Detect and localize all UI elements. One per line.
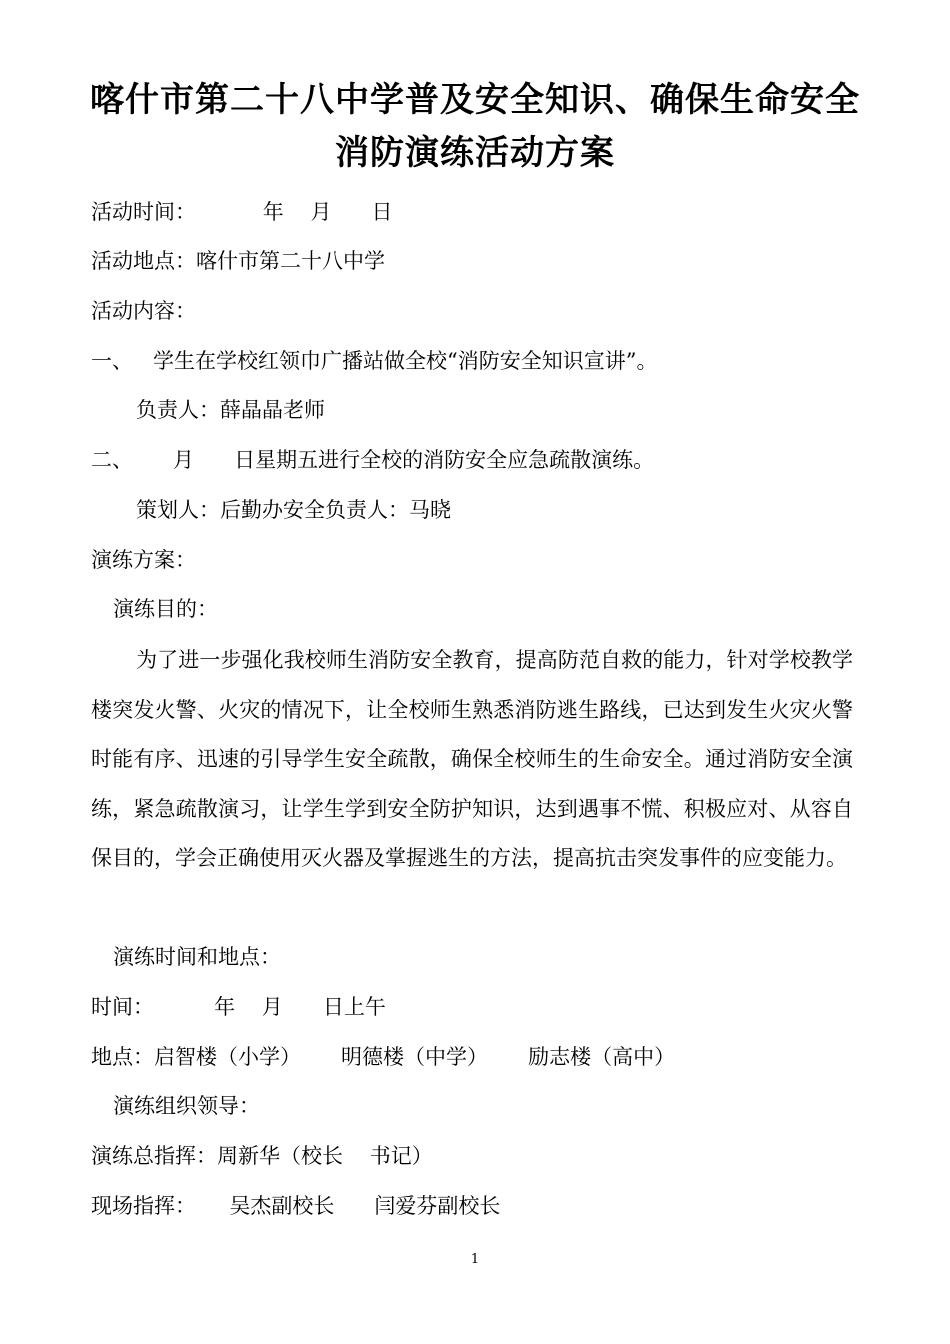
drill-plan-label: 演练方案： [91, 548, 196, 572]
page-number: 1 [470, 1252, 480, 1267]
item-2-planner: 策划人：后勤办安全负责人：马晓 [136, 498, 451, 522]
item-2: 二、 月 日星期五进行全校的消防安全应急疏散演练。 [91, 448, 655, 472]
drill-purpose-paragraph [91, 636, 853, 884]
item-1-responsible: 负责人：薛晶晶老师 [136, 398, 325, 422]
drill-purpose-text: 为了进一步强化我校师生消防安全教育，提高防范自救的能力，针对学校教学楼突发火警、火灾的情况下，让全校师生熟悉消防逃生路线，已达到发生火灾火警时能有序、迅速的引导学生安全疏散，确保全校师生的生命安全。通过消防安全演练，紧急疏散演习，让学生学到安全防护知识，达到遇事不慌、积极应对、从容自保目的，学会正确使用灭火器及掌握逃生的方法，提高抗击突发事件的应变能力。 [91, 648, 853, 871]
document-title-line-1: 喀什市第二十八中学普及安全知识、确保生命安全 [90, 80, 860, 120]
drill-place-line: 地点：启智楼（小学） 明德楼（中学） 励志楼（高中） [91, 1045, 676, 1069]
activity-content-label: 活动内容： [91, 299, 196, 323]
field-commander-line: 现场指挥： 吴杰副校长 闫爱芬副校长 [91, 1194, 501, 1218]
drill-time-line: 时间： 年 月 日上午 [91, 995, 386, 1019]
drill-time-place-label: 演练时间和地点： [113, 945, 281, 969]
drill-leaders-label: 演练组织领导： [113, 1094, 260, 1118]
drill-purpose-label: 演练目的： [113, 597, 218, 621]
document-title-line-2: 消防演练活动方案 [335, 133, 615, 173]
activity-time: 活动时间： 年 月 日 [91, 200, 393, 224]
commander-line: 演练总指挥：周新华（校长 书记） [91, 1144, 433, 1168]
activity-location: 活动地点：喀什市第二十八中学 [91, 249, 385, 273]
item-1: 一、 学生在学校红领巾广播站做全校“消防安全知识宣讲”。 [91, 349, 658, 373]
